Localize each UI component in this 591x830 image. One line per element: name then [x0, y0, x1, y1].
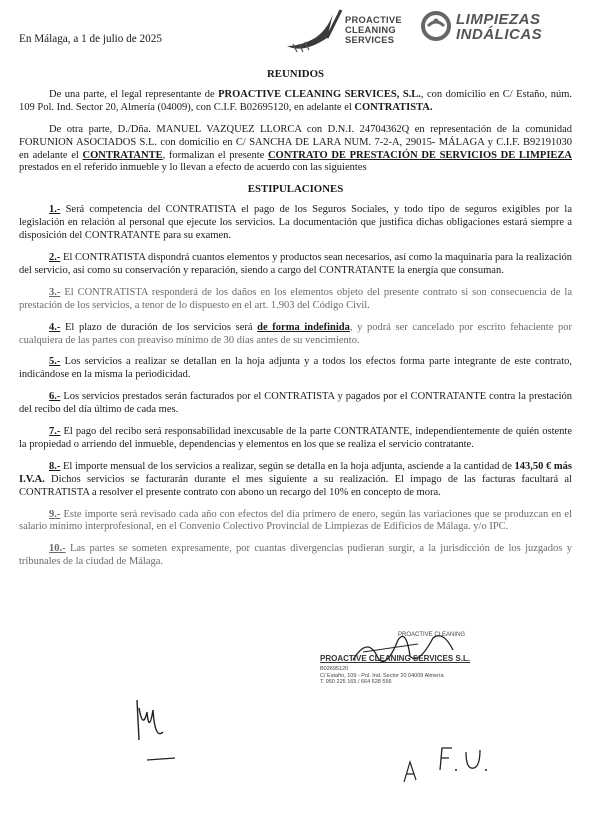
handwritten-signature-left	[125, 690, 185, 770]
handwritten-initials	[436, 740, 496, 780]
broom-logo-icon	[283, 8, 343, 54]
stamp-company-name: PROACTIVE CLEANING SERVICES S.L.	[320, 654, 471, 663]
party-two-paragraph: De otra parte, D./Dña. MANUEL VAZQUEZ LLORCA con D.N.I. 24704362Q en representación de la comunidad FORUNION ASOCIADOS S.L. con domicilio en C/ SANCHA DE LARA NUM. 7-2-A, 29015- MÁLAGA y C.I.F. B92191030 en adelante el CONTRATANTE, formalizan el presente CONTRATO DE PRESTACIÓN DE SERVICIOS DE LIMPIEZA prestados en el referido inmueble y lo llevan a efecto de acuerdo con las siguientes	[19, 123, 572, 174]
party-one-paragraph: De una parte, el legal representante de PROACTIVE CLEANING SERVICES, S.L., con domicilio en C/ Estaño, núm. 109 Pol. Ind. Sector 20, Almería (04009), con C.I.F. B02695120, en adelante el CONTRATISTA.	[19, 88, 573, 113]
clause-2: 2.- El CONTRATISTA dispondrá cuantos elementos y productos sean necesarios, así como la maquinaria para la realización del servicio, así como su conservación y reparación, siendo a cargo del CONTRATANTE la energía que consuman.	[19, 251, 572, 276]
clause-6: 6.- Los servicios prestados serán facturados por el CONTRATISTA y pagados por el CONTRATANTE contra la prestación del recibo del día último de cada mes.	[19, 391, 572, 416]
header	[0, 0, 591, 60]
clause-4: 4.- El plazo de duración de los servicios será de forma indefinida, y podrá ser cancelado por escrito fehaciente por cualquiera de las partes con preaviso mínimo de 30 días antes de su vencimiento.	[19, 321, 573, 346]
clause-1: 1.- Será competencia del CONTRATISTA el pago de los Seguros Sociales, y todo tipo de seguros exigibles por la legislación en relación al personal que ejecute los servicios. La documentación que justifica dichas obligaciones estará siempre a disposición del CONTRATANTE para su examen.	[19, 204, 572, 242]
handwritten-mark	[400, 756, 420, 786]
clause-8: 8.- El importe mensual de los servicios a realizar, según se detalla en la hoja adjunta, asciende a la cantidad de 143,50 € más I.V.A. Dichos servicios se facturarán durante el mes siguiente a su realización. El impago de las facturas facultará al CONTRATISTA a resolver el presente contrato con abono un recargo del 10% en concepto de mora.	[19, 460, 572, 498]
contract-body	[19, 68, 572, 578]
clause-9: 9.- Este importe será revisado cada año con efectos del día primero de enero, según las variaciones que se produzcan en el salario mínimo interprofesional, en el Convenio Colectivo Provincial de Limpiezas de Edificios de Málaga. y/o IPC.	[19, 508, 572, 533]
clause-10: 10.- Las partes se someten expresamente, por cuantas divergencias pudieran surgir, a la jurisdicción de los juzgados y tribunales de la ciudad de Málaga.	[19, 543, 572, 568]
estipulaciones-heading: ESTIPULACIONES	[247, 183, 344, 196]
indalo-icon	[420, 10, 452, 42]
clause-3: 3.- El CONTRATISTA responderá de los daños en los elementos objeto del presente contrato si son consecuencia de la prestación de los servicios, a tenor de lo dispuesto en el art. 1.903 del Código Civil.	[19, 286, 572, 311]
clause-7: 7.- El pago del recibo será responsabilidad inexcusable de la parte CONTRATANTE, independientemente de quién ostente la propiedad o arriendo del inmueble, dependencias y elementos en los que se realiza el servicio contratante.	[19, 426, 572, 450]
stamp-logo-text: PROACTIVE CLEANING	[398, 632, 466, 638]
stamp-address: B02695120 C/ Estaño, 109 - Pol. Ind. Sector 20 04009 Almería T. 950 225 165 / 664 628 556	[320, 666, 444, 685]
limpiezas-logo-text: LIMPIEZAS INDÁLICAS	[456, 11, 543, 43]
clause-5: 5.- Los servicios a realizar se detallan en la hoja adjunta y a todos los efectos forma parte integrante de este contrato, indicándose en la misma la periodicidad.	[19, 356, 572, 381]
limpiezas-indalicas-logo	[420, 10, 580, 44]
reunidos-heading: REUNIDOS	[267, 68, 324, 80]
company-stamp	[320, 630, 575, 690]
proactive-logo-text: PROACTIVE CLEANING SERVICES	[345, 15, 402, 45]
proactive-logo	[283, 8, 408, 54]
contract-date: En Málaga, a 1 de julio de 2025	[19, 33, 162, 45]
